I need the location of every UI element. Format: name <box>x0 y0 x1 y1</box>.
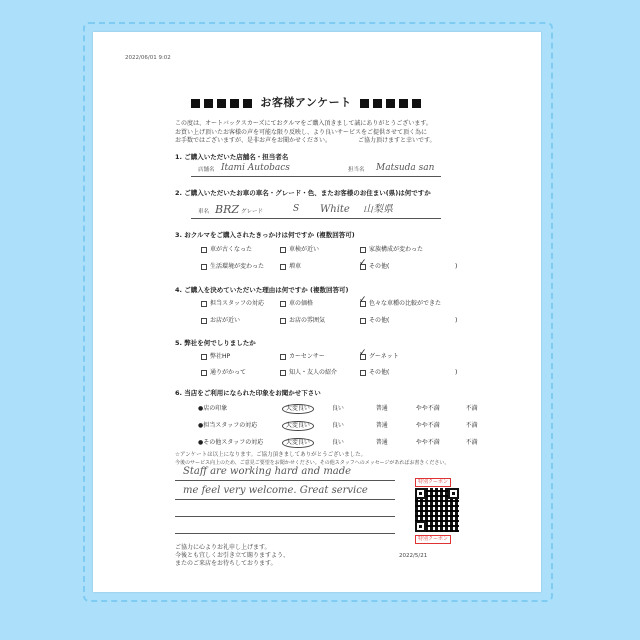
footer-text: ご協力に心よりお礼申し上げます。 今後とも宜しくお引き立て賜りますよう、 またのご来店をお待ちしております。 <box>175 544 290 567</box>
grade-value: S <box>293 204 300 214</box>
q3-option-4[interactable]: 生活環境が変わった <box>201 263 264 271</box>
q5-option-2[interactable]: カーセンサー <box>280 353 325 361</box>
q4-close-paren: ) <box>455 317 458 324</box>
q4-option-6[interactable]: その他( <box>360 317 389 325</box>
q6-row-3: ●その他スタッフの対応 大変良い 良い 普通 やや不満 不満 <box>198 439 478 446</box>
q4-option-5[interactable]: お店の雰囲気 <box>280 317 325 325</box>
comment-sub: 今後のサービス向上のため、ご意見ご要望をお聞かせください。その他スタッフへのメッセージがあればお書きください。 <box>175 460 450 466</box>
q5-option-5[interactable]: 知人・友人の紹介 <box>280 369 337 377</box>
q3-option-5[interactable]: 増車 <box>280 263 301 271</box>
q4-option-2[interactable]: 車の価格 <box>280 300 313 308</box>
q5-label: 5. 弊社を何でしりましたか <box>175 339 256 347</box>
rating-circle[interactable]: 大変良い <box>282 404 314 414</box>
page-title-row <box>191 96 425 110</box>
comment-line-1: Staff are working hard and made <box>183 466 352 477</box>
q3-close-paren: ) <box>455 263 458 270</box>
q3-option-6[interactable]: ✓ その他( <box>360 263 389 271</box>
q2-label: 2. ご購入いただいたお車の車名・グレード・色、またお客様のお住まい(県)は何ですか <box>175 189 431 197</box>
staff-value: Matsuda san <box>376 163 435 173</box>
q5-option-3[interactable]: ✓ グーネット <box>360 353 399 361</box>
timestamp: 2022/06/01 9:02 <box>125 55 171 61</box>
q5-option-6[interactable]: その他( <box>360 369 389 377</box>
q3-label: 3. おクルマをご購入されたきっかけは何ですか (複数回答可) <box>175 231 355 239</box>
intro-text: この度は、オートバックスカーズにておクルマをご購入頂きまして誠にありがとうございます。 お買い上げ頂いたお客様の声を可能な限り反映し、より良いサービスをご提供させて頂く為に お手数ではございますが、是非お声をお聞かせください。 ご協力頂けますと幸いです。 <box>175 120 436 145</box>
q3-option-2[interactable]: 車検が近い <box>280 246 319 254</box>
comment-label: ☆アンケートは以上になります。ご協力頂きましてありがとうございました。 <box>175 452 367 458</box>
store-value: Itami Autobacs <box>221 163 290 173</box>
car-label: 車名 <box>198 209 210 215</box>
page-title: お客様アンケート <box>260 96 352 109</box>
coupon-label-top: 特別クーポン <box>415 478 451 487</box>
q3-option-1[interactable]: 車が古くなった <box>201 246 252 254</box>
footer-date: 2022/5/21 <box>399 553 428 559</box>
color-value: White <box>320 204 350 215</box>
pref-value: 山梨県 <box>363 204 393 215</box>
store-label: 店舗名 <box>198 167 215 173</box>
q4-option-3[interactable]: ✓ 色々な車種の比較ができた <box>360 300 441 308</box>
q4-option-1[interactable]: 担当スタッフの対応 <box>201 300 264 308</box>
staff-label: 担当名 <box>348 167 365 173</box>
survey-sheet <box>93 32 541 592</box>
q5-option-1[interactable]: 弊社HP <box>201 353 230 361</box>
coupon-label-bottom: 特別クーポン <box>415 535 451 544</box>
q5-close-paren: ) <box>455 369 458 376</box>
grade-label: グレード <box>241 209 264 215</box>
q4-option-4[interactable]: お店が近い <box>201 317 240 325</box>
q6-row-2: ●担当スタッフの対応 大変良い 良い 普通 やや不満 不満 <box>198 422 478 429</box>
q5-option-4[interactable]: 通りがかって <box>201 369 246 377</box>
rating-circle[interactable]: 大変良い <box>282 421 314 431</box>
q4-label: 4. ご購入を決めていただいた理由は何ですか (複数回答可) <box>175 286 349 294</box>
qr-code[interactable] <box>415 488 459 532</box>
q6-label: 6. 当店をご利用になられた印象をお聞かせ下さい <box>175 389 321 397</box>
q1-label: 1. ご購入いただいた店舗名・担当者名 <box>175 153 289 161</box>
q3-option-3[interactable]: 家族構成が変わった <box>360 246 423 254</box>
comment-line-2: me feel very welcome. Great service <box>183 485 368 496</box>
car-value: BRZ <box>215 203 240 216</box>
rating-circle[interactable]: 大変良い <box>282 438 314 448</box>
q6-row-1: ●店の印象 大変良い 良い 普通 やや不満 不満 <box>198 405 478 412</box>
